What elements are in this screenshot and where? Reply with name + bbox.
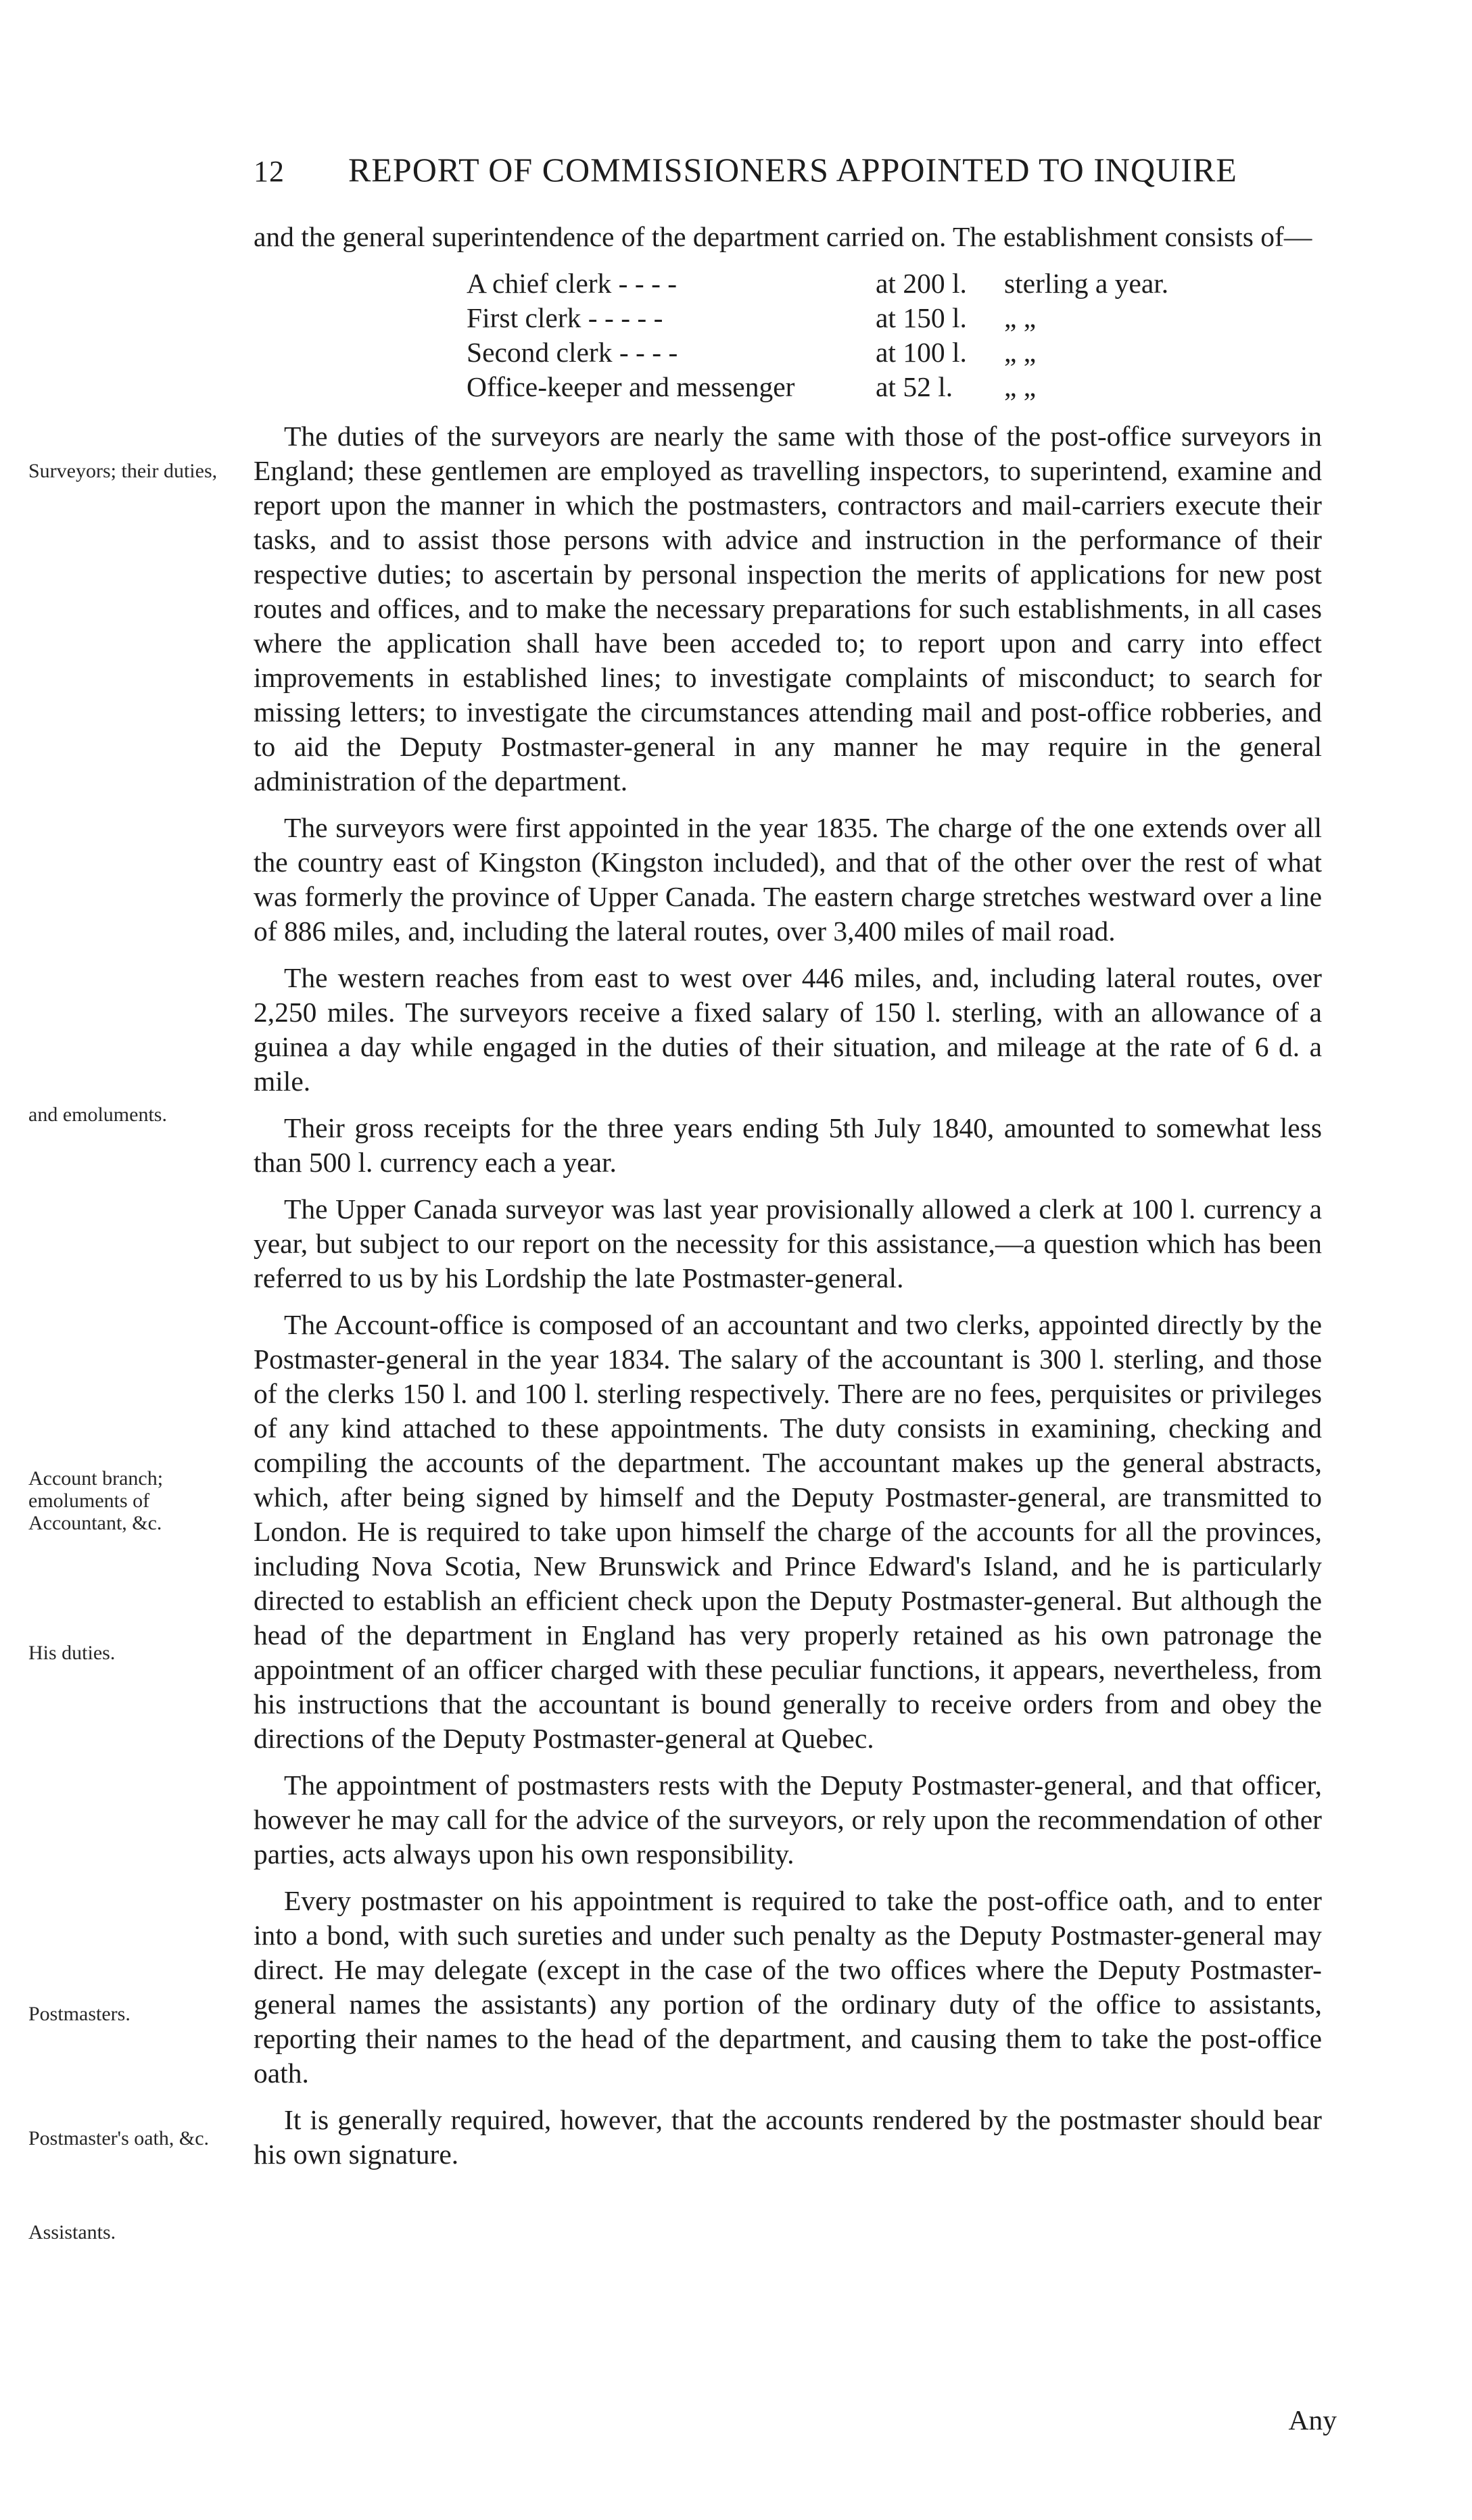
margin-note-postmasters-oath: Postmaster's oath, &c. xyxy=(28,2127,210,2149)
main-text xyxy=(254,220,1322,2184)
catchword: Any xyxy=(1288,2404,1337,2435)
paragraph-surveyors-duties: The duties of the surveyors are nearly the same with those of the post-office surveyors in England; these gentlemen are employed as travelling inspectors, to superintend, examine and report upon the manner in which the postmasters, contractors and mail-carriers execute their tasks, and to assist those persons with advice and instruction in the performance of their respective duties; to ascertain by personal inspection the merits of applications for new post routes and offices, and to make the necessary preparations for such establishments, in all cases where the application shall have been acceded to; to report upon and carry into effect improvements in established lines; to investigate complaints of misconduct; to search for missing letters; to investigate the circumstances attending mail and post-office robberies, and to aid the Deputy Postmaster-general in any manner he may require in the general administration of the department. xyxy=(254,421,1322,797)
staff-rate: at 200 l. xyxy=(876,268,967,299)
staff-row xyxy=(467,370,1322,404)
margin-note-surveyors: Surveyors; their duties, xyxy=(28,460,218,482)
paragraph-signature: It is generally required, however, that the accounts rendered by the postmaster should bear his own signature. xyxy=(254,2104,1322,2170)
staff-rate: at 150 l. xyxy=(876,302,967,333)
paragraph-account-office: The Account-office is composed of an accountant and two clerks, appointed directly by the Postmaster-general in the year 1834. The salary of the accountant is 300 l. sterling, and those of the clerks 150 l. and 100 l. sterling respectively. There are no fees, perquisites or privileges of any kind attached to these appointments. The duty consists in examining, checking and compiling the accounts of the department. The accountant makes up the general abstracts, which, after being signed by himself and the Deputy Postmaster-general, are transmitted to London. He is required to take upon himself the charge of the accounts for all the provinces, including Nova Scotia, New Brunswick and Prince Edward's Island, and he is particularly directed to establish an efficient check upon the Deputy Postmaster-general. But although the head of the department in England has very properly retained as his own patronage the appointment of an officer charged with these peculiar functions, it appears, nevertheless, from his instructions that the accountant is bound generally to receive orders from and obey the directions of the Deputy Postmaster-general at Quebec. xyxy=(254,1309,1322,1754)
margin-note-assistants: Assistants. xyxy=(28,2221,116,2243)
staff-role: Office-keeper and messenger xyxy=(467,371,795,402)
staff-role: Second clerk - - - - xyxy=(467,337,678,368)
staff-row xyxy=(467,266,1322,301)
paragraph-postmasters: The appointment of postmasters rests with the Deputy Postmaster-general, and that officer, however he may call for the advice of the surveyors, or rely upon the recommendation of other parties, acts always upon his own responsibility. xyxy=(254,1769,1322,1870)
intro-paragraph: and the general superintendence of the department carried on. The establishment consists of— xyxy=(254,221,1312,252)
staff-list xyxy=(467,266,1322,404)
paragraph-western-charge: The western reaches from east to west over 446 miles, and, including lateral routes, over 2,250 miles. The surveyors receive a fixed salary of 150 l. sterling, with an allowance of a guinea a day while engaged in the duties of their situation, and mileage at the rate of 6 d. a mile. xyxy=(254,962,1322,1097)
paragraph-surveyors-appointed: The surveyors were first appointed in the year 1835. The charge of the one extends over all the country east of Kingston (Kingston included), and that of the other over the rest of what was formerly the province of Upper Canada. The eastern charge stretches westward over a line of 886 miles, and, including the lateral routes, over 3,400 miles of mail road. xyxy=(254,812,1322,947)
staff-rate-unit: „ „ xyxy=(1004,302,1037,333)
staff-rate: at 52 l. xyxy=(876,371,953,402)
paragraph-postmasters-oath: Every postmaster on his appointment is required to take the post-office oath, and to enter into a bond, with such sureties and under such penalty as the Deputy Postmaster-general may direct. He may delegate (except in the case of the two offices where the Deputy Postmaster-general names the assistants) any portion of the ordinary duty of the office to assistants, reporting their names to the head of the department, and causing them to take the post-office oath. xyxy=(254,1885,1322,2089)
staff-rate-unit: „ „ xyxy=(1004,371,1037,402)
staff-role: A chief clerk - - - - xyxy=(467,268,678,299)
staff-row xyxy=(467,335,1322,370)
paragraph-upper-canada-clerk: The Upper Canada surveyor was last year provisionally allowed a clerk at 100 l. currency a year, but subject to our report on the necessity for this assistance,—a question which has been referred to us by his Lordship the late Postmaster-general. xyxy=(254,1193,1322,1293)
running-title: REPORT OF COMMISSIONERS APPOINTED TO INQUIRE xyxy=(348,151,1237,189)
staff-rate-unit: sterling a year. xyxy=(1004,268,1169,299)
running-header xyxy=(254,150,1319,189)
margin-note-postmasters: Postmasters. xyxy=(28,2003,130,2025)
page-number: 12 xyxy=(254,155,285,188)
staff-rate-unit: „ „ xyxy=(1004,337,1037,368)
paragraph-gross-receipts: Their gross receipts for the three years ending 5th July 1840, amounted to somewhat less than 500 l. currency each a year. xyxy=(254,1112,1322,1178)
margin-note-emoluments: and emoluments. xyxy=(28,1103,167,1126)
staff-rate: at 100 l. xyxy=(876,337,967,368)
margin-note-account-branch: Account branch; emoluments of Accountant, &c. xyxy=(28,1467,164,1534)
staff-role: First clerk - - - - - xyxy=(467,302,663,333)
margin-note-his-duties: His duties. xyxy=(28,1642,116,1664)
staff-row xyxy=(467,301,1322,335)
